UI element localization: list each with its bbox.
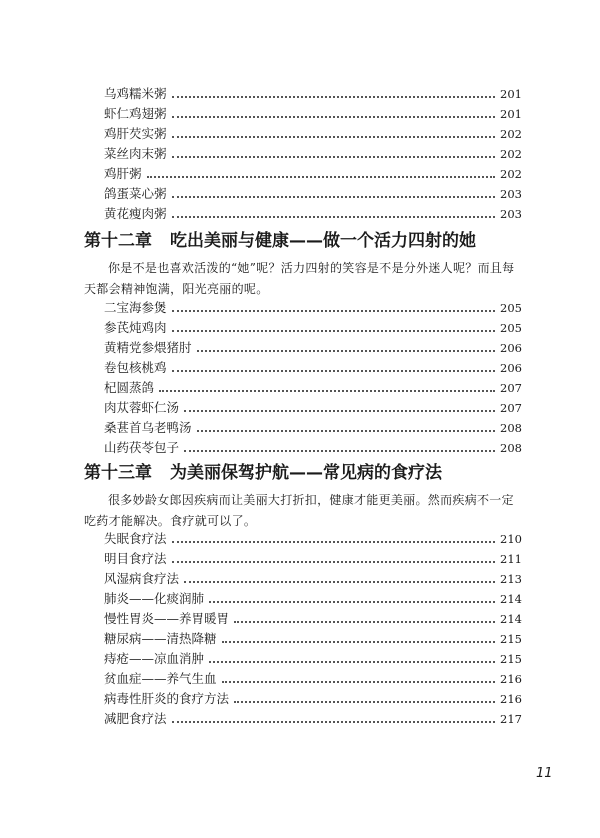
leader-dots (234, 620, 495, 623)
leader-dots (172, 95, 495, 98)
chapter-number: 第十二章 (84, 231, 152, 251)
leader-dots (184, 409, 495, 412)
toc-entry-page: 201 (500, 87, 522, 101)
toc-entry (104, 203, 522, 223)
leader-dots (172, 369, 495, 372)
toc-entry-title: 二宝海参煲 (104, 300, 167, 315)
toc-entry (104, 437, 522, 457)
leader-dots (234, 700, 495, 703)
chapter-intro (84, 258, 524, 300)
leader-dots (172, 115, 495, 118)
toc-entry-title: 贫血症——养气生血 (104, 671, 217, 686)
toc-entry (104, 397, 522, 417)
toc-entry-page: 207 (500, 401, 522, 415)
toc-entry (104, 103, 522, 123)
chapter-intro-text: 很多妙龄女郎因疾病而让美丽大打折扣，健康才能更美丽。然而疾病不一定吃药才能解决。食疗就可以了。 (84, 493, 514, 528)
toc-entry-title: 鸡肝粥 (104, 166, 142, 181)
leader-dots (172, 540, 495, 543)
toc-entry-title: 黄花瘦肉粥 (104, 206, 167, 221)
toc-entry-title: 痔疮——凉血消肿 (104, 651, 205, 666)
toc-entry-page: 208 (500, 441, 522, 455)
toc-entry (104, 183, 522, 203)
toc-entry-page: 214 (500, 592, 522, 606)
toc-entry-page: 210 (500, 532, 522, 546)
toc-entry-title: 黄精党参煨猪肘 (104, 340, 192, 355)
toc-entry (104, 123, 522, 143)
toc-entry (104, 83, 522, 103)
toc-entry-page: 215 (500, 652, 522, 666)
leader-dots (197, 349, 495, 352)
toc-entry-page: 203 (500, 187, 522, 201)
toc-entry (104, 708, 522, 728)
chapter-heading (84, 228, 524, 254)
toc-entry-page: 205 (500, 321, 522, 335)
toc-entry (104, 668, 522, 688)
toc-entry-title: 肉苁蓉虾仁汤 (104, 400, 180, 415)
toc-entry-page: 216 (500, 692, 522, 706)
toc-entry (104, 528, 522, 548)
toc-entry (104, 608, 522, 628)
toc-entry-page: 202 (500, 127, 522, 141)
toc-entry (104, 337, 522, 357)
leader-dots (222, 680, 495, 683)
leader-dots (172, 135, 495, 138)
toc-entry-page: 205 (500, 301, 522, 315)
leader-dots (172, 195, 495, 198)
leader-dots (184, 449, 495, 452)
page-number: 11 (536, 766, 553, 781)
chapter-number: 第十三章 (84, 463, 152, 483)
leader-dots (172, 329, 495, 332)
toc-entry-title: 鸽蛋菜心粥 (104, 186, 167, 201)
chapter-intro (84, 490, 524, 532)
toc-entry-title: 鸡肝芡实粥 (104, 126, 167, 141)
toc-entry (104, 297, 522, 317)
toc-entry-page: 207 (500, 381, 522, 395)
toc-entry (104, 317, 522, 337)
toc-entry-page: 216 (500, 672, 522, 686)
leader-dots (172, 720, 495, 723)
leader-dots (184, 580, 495, 583)
toc-entry (104, 417, 522, 437)
toc-entry (104, 377, 522, 397)
toc-entry (104, 588, 522, 608)
toc-entry-page: 214 (500, 612, 522, 626)
toc-entry-title: 桑葚首乌老鸭汤 (104, 420, 192, 435)
toc-entry (104, 648, 522, 668)
leader-dots (209, 660, 495, 663)
leader-dots (159, 389, 495, 392)
toc-entry-title: 慢性胃炎——养胃暖胃 (104, 611, 230, 626)
toc-entry-page: 202 (500, 167, 522, 181)
leader-dots (172, 215, 495, 218)
toc-entry-page: 208 (500, 421, 522, 435)
leader-dots (209, 600, 495, 603)
toc-entry-title: 失眠食疗法 (104, 531, 167, 546)
chapter-heading (84, 460, 524, 486)
toc-entry-title: 虾仁鸡翅粥 (104, 106, 167, 121)
chapter-title: 为美丽保驾护航——常见病的食疗法 (170, 463, 442, 483)
toc-entry-page: 206 (500, 361, 522, 375)
toc-entry-page: 203 (500, 207, 522, 221)
toc-entry (104, 568, 522, 588)
toc-entry-title: 风湿病食疗法 (104, 571, 180, 586)
toc-entry-page: 213 (500, 572, 522, 586)
toc-entry-page: 211 (500, 552, 522, 566)
toc-entry-title: 乌鸡糯米粥 (104, 86, 167, 101)
chapter-intro-text: 你是不是也喜欢活泼的“她”呢？活力四射的笑容是不是分外迷人呢？而且每天都会精神饱满，阳光亮丽的呢。 (84, 261, 515, 296)
leader-dots (222, 640, 495, 643)
toc-entry-page: 201 (500, 107, 522, 121)
chapter-title: 吃出美丽与健康——做一个活力四射的她 (170, 231, 476, 251)
toc-entry (104, 628, 522, 648)
toc-entry-title: 参芪炖鸡肉 (104, 320, 167, 335)
toc-entry-title: 糖尿病——清热降糖 (104, 631, 217, 646)
leader-dots (172, 560, 495, 563)
toc-entry-title: 卷包核桃鸡 (104, 360, 167, 375)
toc-entry (104, 163, 522, 183)
toc-entry-title: 山药茯苓包子 (104, 440, 180, 455)
toc-entry (104, 548, 522, 568)
toc-entry-title: 减肥食疗法 (104, 711, 167, 726)
toc-entry-title: 杞圆蒸鸽 (104, 380, 155, 395)
toc-entry-title: 菜丝肉末粥 (104, 146, 167, 161)
toc-entry-page: 206 (500, 341, 522, 355)
toc-entry-page: 217 (500, 712, 522, 726)
leader-dots (197, 429, 495, 432)
toc-entry-page: 215 (500, 632, 522, 646)
toc-entry (104, 357, 522, 377)
toc-entry-page: 202 (500, 147, 522, 161)
toc-entry (104, 143, 522, 163)
toc-entry (104, 688, 522, 708)
toc-entry-title: 明目食疗法 (104, 551, 167, 566)
toc-entry-title: 病毒性肝炎的食疗方法 (104, 691, 230, 706)
toc-entry-title: 肺炎——化痰润肺 (104, 591, 205, 606)
leader-dots (147, 175, 495, 178)
leader-dots (172, 309, 495, 312)
leader-dots (172, 155, 495, 158)
